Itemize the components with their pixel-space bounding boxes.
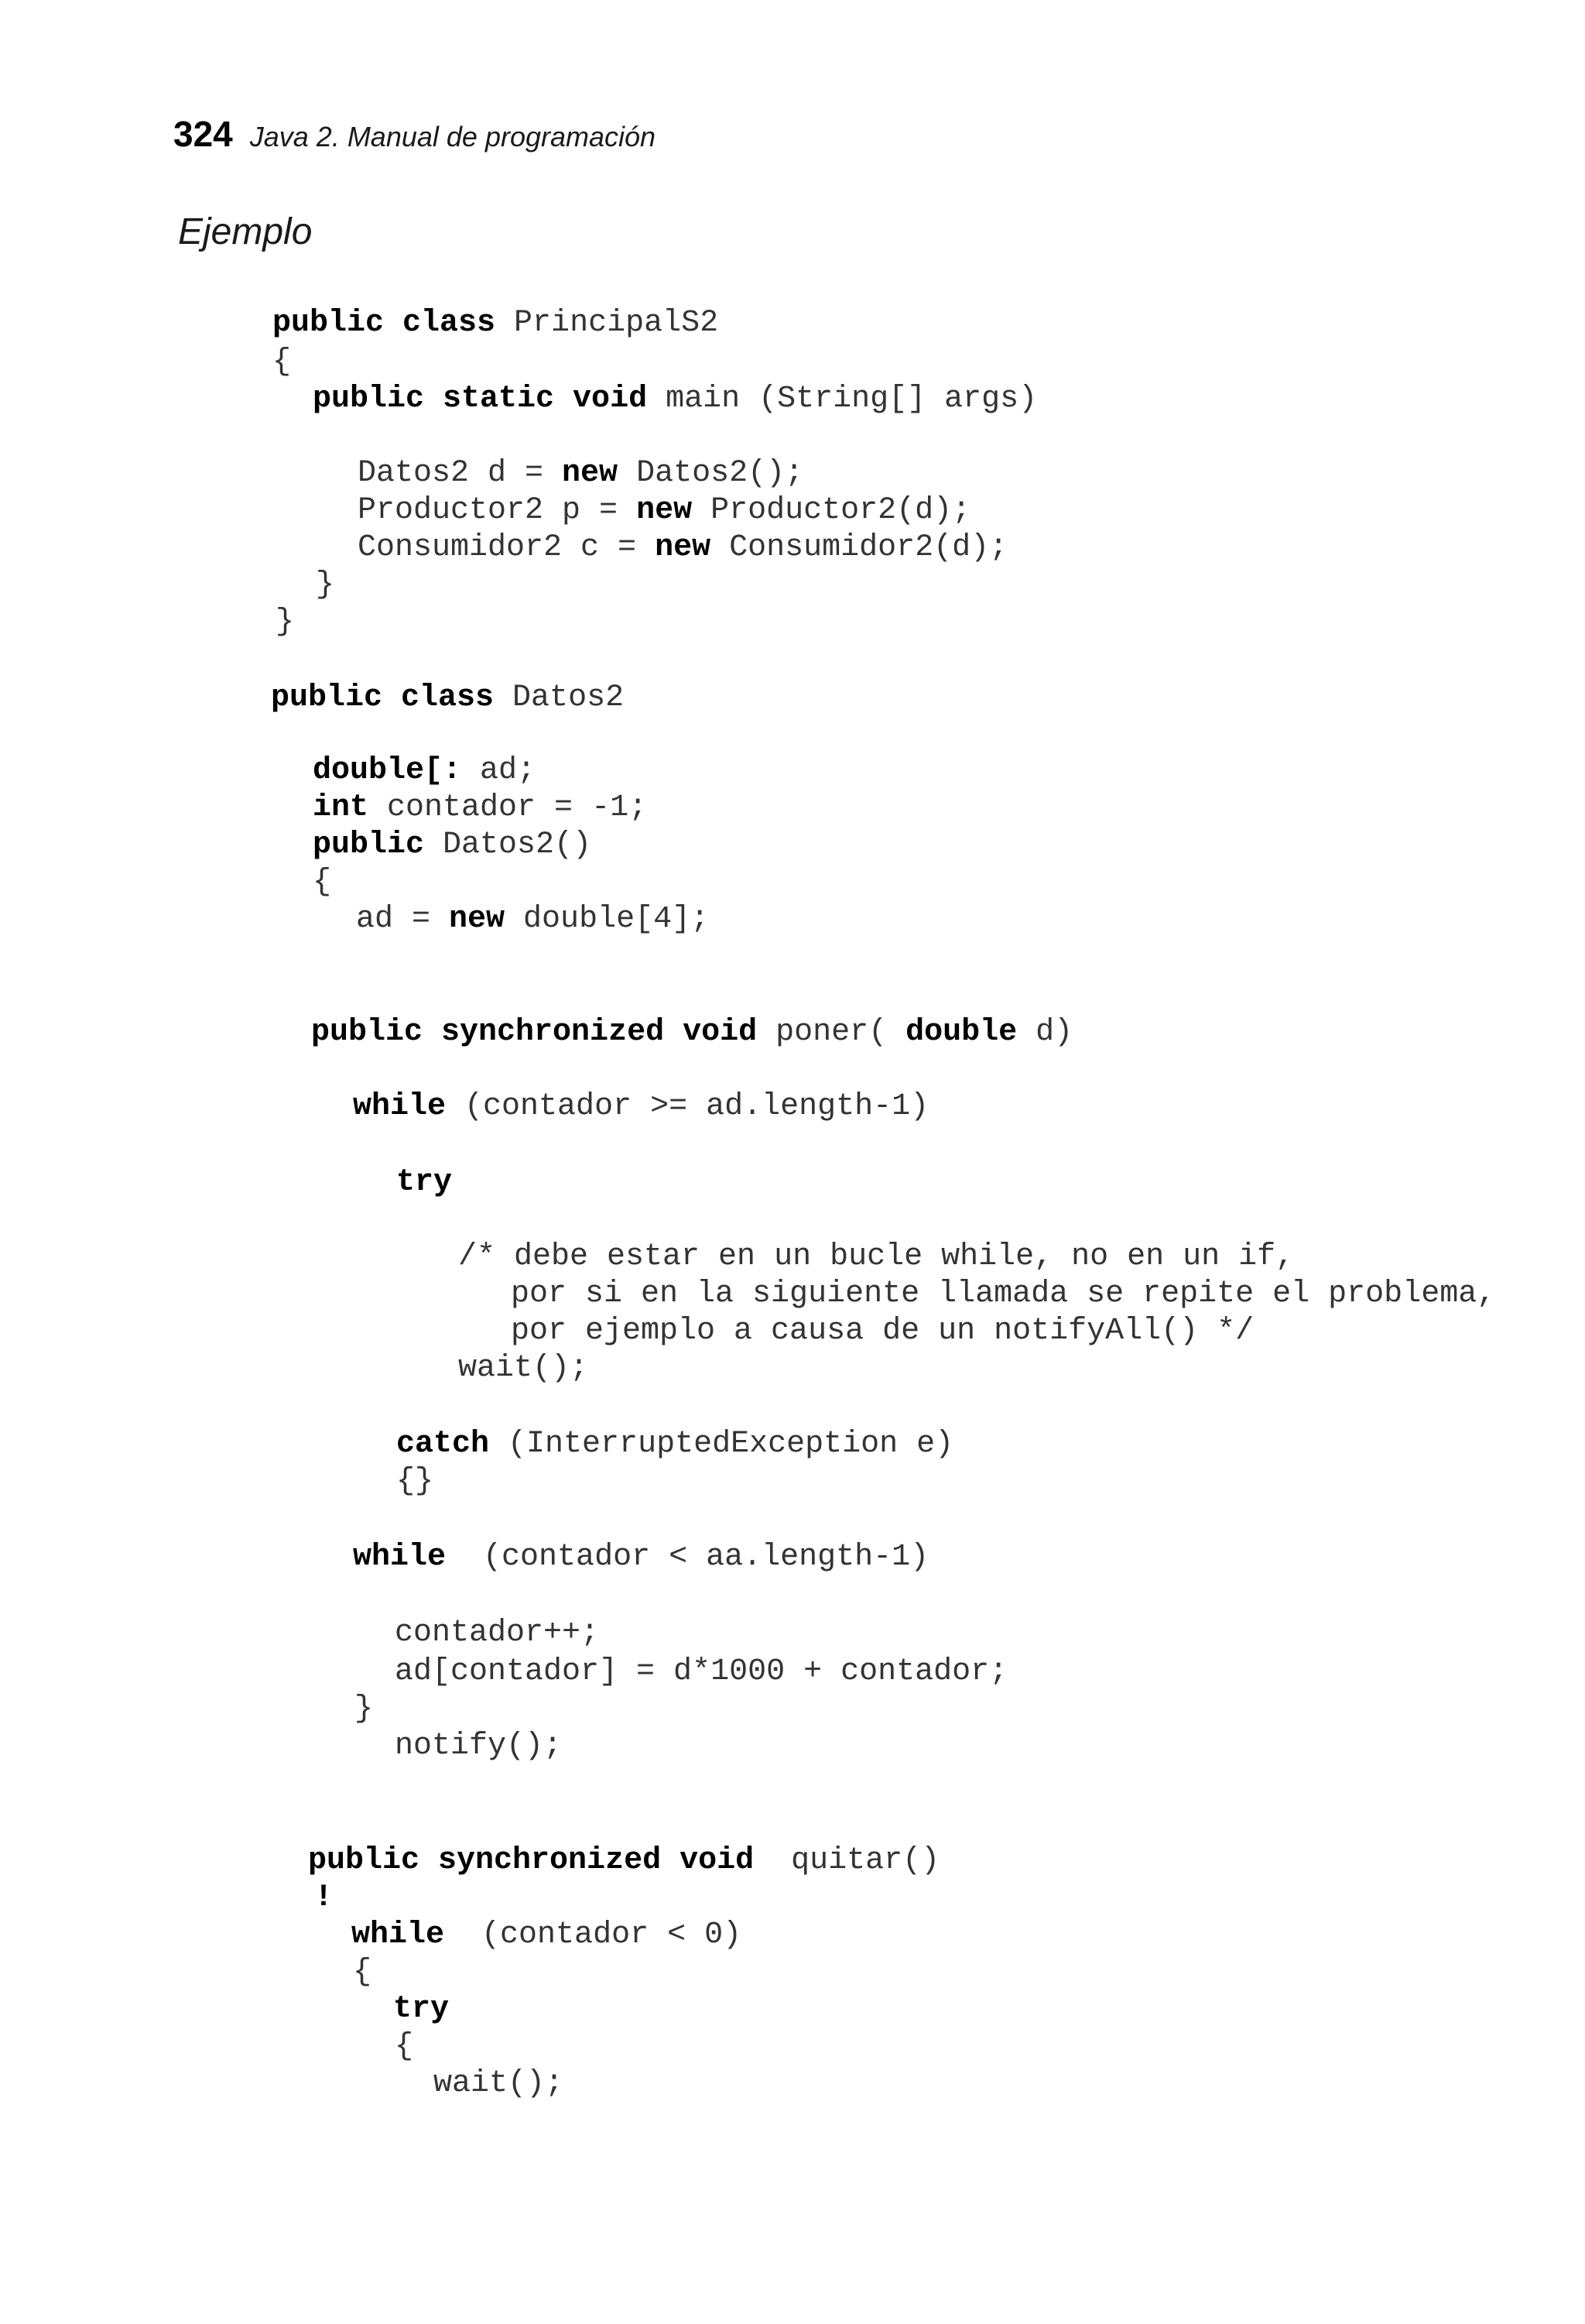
code-text: wait(); (433, 2066, 564, 2101)
code-line (358, 530, 1008, 567)
code-text: (contador >= ad.length-1) (446, 1089, 929, 1124)
code-keyword: public class (271, 680, 495, 715)
code-text: { (313, 865, 332, 900)
code-text: double[4]; (505, 902, 710, 937)
code-text: Datos2 (494, 680, 625, 715)
code-keyword: int (313, 790, 369, 825)
code-line (271, 680, 624, 717)
code-text: {} (396, 1464, 434, 1499)
code-line (358, 455, 803, 492)
book-title: Java 2. Manual de programación (249, 121, 656, 153)
code-keyword: ! (314, 1880, 334, 1915)
code-text: /* debe estar en un bucle while, no en un if, (458, 1239, 1295, 1274)
code-keyword: public synchronized void (311, 1015, 758, 1050)
code-line (313, 752, 536, 790)
code-line (395, 1615, 599, 1652)
code-line (511, 1313, 1254, 1350)
code-line (316, 567, 334, 604)
code-keyword: public (313, 828, 425, 862)
code-text: contador++; (395, 1616, 600, 1650)
code-line (313, 790, 647, 827)
code-text: Datos2(); (618, 456, 804, 491)
code-keyword: catch (396, 1427, 490, 1462)
code-line (356, 901, 709, 938)
code-line (396, 1164, 452, 1201)
code-line (395, 2028, 413, 2065)
section-title: Ejemplo (178, 211, 313, 252)
code-text: Productor2 p = (358, 493, 637, 528)
code-text: } (354, 1692, 374, 1726)
code-text: ad = (356, 902, 450, 937)
code-line (353, 1088, 929, 1126)
code-line (313, 381, 1037, 418)
code-line (276, 604, 294, 641)
code-line (353, 1539, 929, 1576)
code-text: Consumidor2 c = (358, 530, 656, 565)
code-text: Datos2 d = (358, 456, 563, 491)
code-text: poner( (757, 1015, 906, 1050)
code-line (396, 1426, 953, 1463)
code-text: Datos2() (424, 828, 592, 862)
code-keyword: new (449, 902, 505, 937)
code-line (313, 864, 331, 901)
code-keyword: public static void (313, 382, 648, 416)
code-text: Consumidor2(d); (710, 530, 1008, 565)
code-keyword: try (396, 1165, 453, 1200)
code-line (395, 1728, 562, 1765)
code-text: contador = -1; (368, 790, 648, 825)
code-keyword: new (562, 456, 618, 491)
code-line (511, 1276, 1495, 1313)
code-line (396, 1463, 433, 1500)
code-text: (InterruptedException e) (489, 1427, 954, 1462)
page-number: 324 (173, 114, 233, 154)
code-text: wait(); (458, 1351, 589, 1386)
code-text: (contador < aa.length-1) (446, 1540, 929, 1575)
code-keyword: try (393, 1992, 450, 2027)
code-text: por ejemplo a causa de un notifyAll() */ (511, 1314, 1255, 1349)
code-keyword: double (905, 1015, 1018, 1050)
code-keyword: public class (272, 306, 496, 341)
code-keyword: double[: (313, 753, 462, 788)
code-line (308, 1842, 940, 1880)
code-line (458, 1350, 588, 1387)
code-text: ad; (461, 753, 536, 788)
code-text: main (String[] args) (647, 382, 1038, 416)
code-text: } (316, 567, 335, 602)
code-text: quitar() (754, 1843, 940, 1878)
code-line (395, 1654, 1008, 1691)
code-line (358, 492, 971, 530)
code-line (393, 1991, 449, 2028)
code-line (313, 827, 591, 864)
code-keyword: public synchronized void (308, 1843, 755, 1878)
code-text: ad[contador] = d*1000 + contador; (395, 1654, 1008, 1689)
code-text: (contador < 0) (444, 1918, 742, 1952)
code-text: notify(); (395, 1729, 563, 1764)
code-line (433, 2065, 563, 2103)
code-text: d) (1017, 1015, 1073, 1050)
code-keyword: while (353, 1540, 447, 1575)
code-line (354, 1691, 373, 1728)
code-line (314, 1880, 333, 1917)
code-keyword: new (636, 493, 693, 528)
code-text: Productor2(d); (692, 493, 971, 528)
code-line (272, 344, 291, 381)
code-keyword: new (655, 530, 711, 565)
code-text: por si en la siguiente llamada se repite el problema, (511, 1277, 1496, 1311)
code-line (458, 1239, 1294, 1276)
code-keyword: while (351, 1918, 445, 1952)
code-line (311, 1014, 1073, 1051)
code-line (351, 1917, 741, 1954)
code-line (353, 1954, 371, 1991)
code-keyword: while (353, 1089, 447, 1124)
code-line (272, 305, 718, 342)
code-text: PrincipalS2 (495, 306, 719, 341)
code-text: { (353, 1955, 372, 1990)
code-text: { (272, 344, 292, 379)
code-text: { (395, 2029, 414, 2064)
code-text: } (276, 605, 295, 639)
